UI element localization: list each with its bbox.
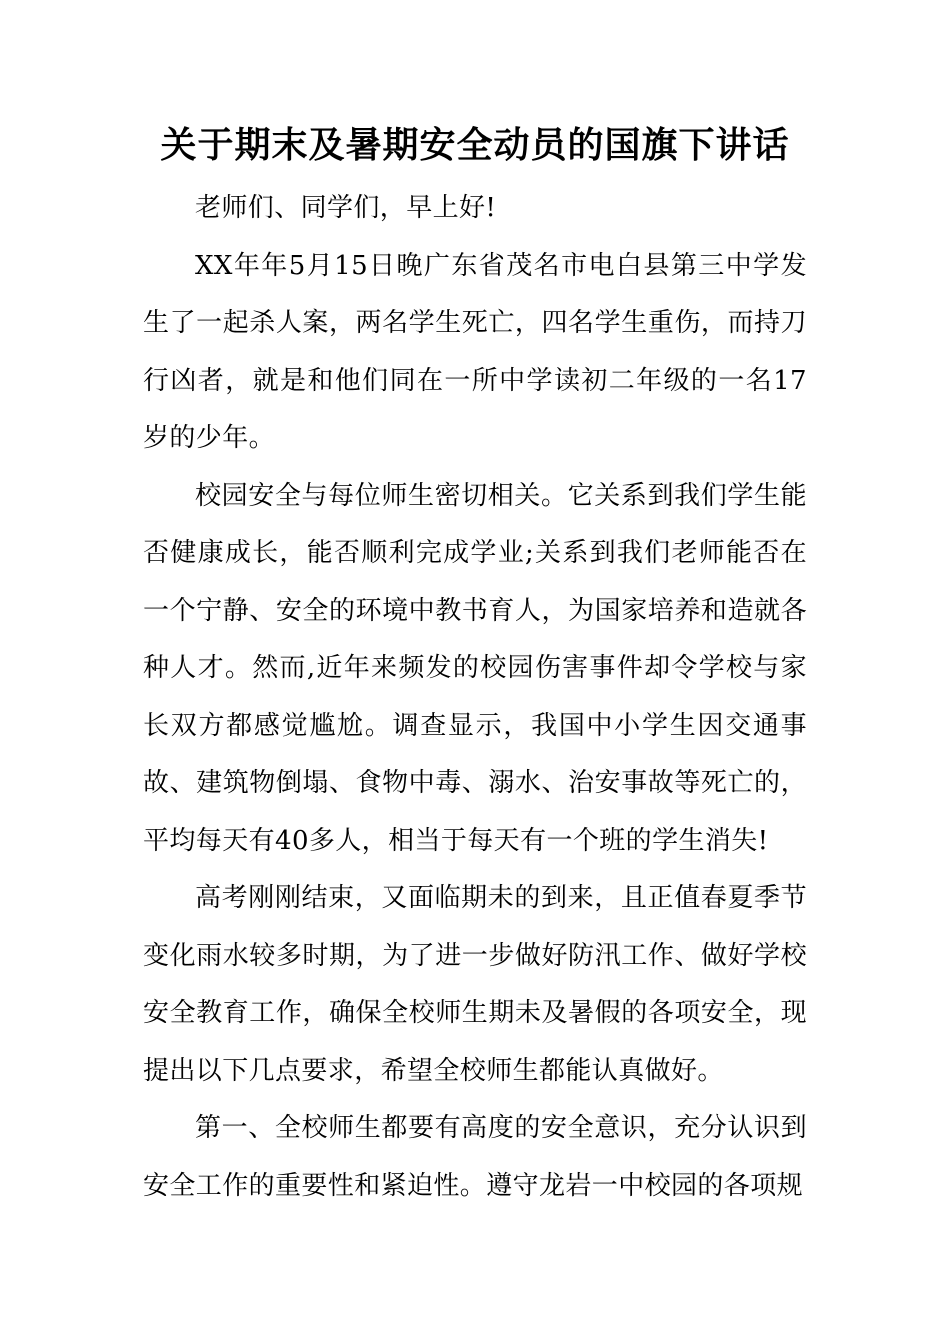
paragraph-incident: XX年年5月15日晚广东省茂名市电白县第三中学发生了一起杀人案，两名学生死亡，四名学生重伤，而持刀行凶者，就是和他们同在一所中学读初二年级的一名17岁的少年。	[143, 250, 807, 453]
paragraph-requirements-intro: 高考刚刚结束，又面临期未的到来，且正值春夏季节变化雨水较多时期，为了进一步做好防汛工作、做好学校安全教育工作，确保全校师生期未及暑假的各项安全，现提出以下几点要求，希望全校师生都能认真做好。	[143, 883, 807, 1086]
paragraph-greeting: 老师们、同学们，早上好!	[195, 193, 497, 223]
paragraph-first-requirement: 第一、全校师生都要有高度的安全意识，充分认识到安全工作的重要性和紧迫性。遵守龙岩一中校园的各项规	[143, 1113, 807, 1201]
document-body	[143, 180, 807, 1215]
document-title: 关于期末及暑期安全动员的国旗下讲话	[160, 125, 790, 166]
paragraph-campus-safety: 校园安全与每位师生密切相关。它关系到我们学生能否健康成长，能否顺利完成学业;关系到我们老师能否在一个宁静、安全的环境中教书育人，为国家培养和造就各种人才。然而,近年来频发的校园伤害事件却令学校与家长双方都感觉尴尬。调查显示，我国中小学生因交通事故、建筑物倒塌、食物中毒、溺水、治安事故等死亡的，平均每天有40多人，相当于每天有一个班的学生消失!	[143, 480, 807, 856]
